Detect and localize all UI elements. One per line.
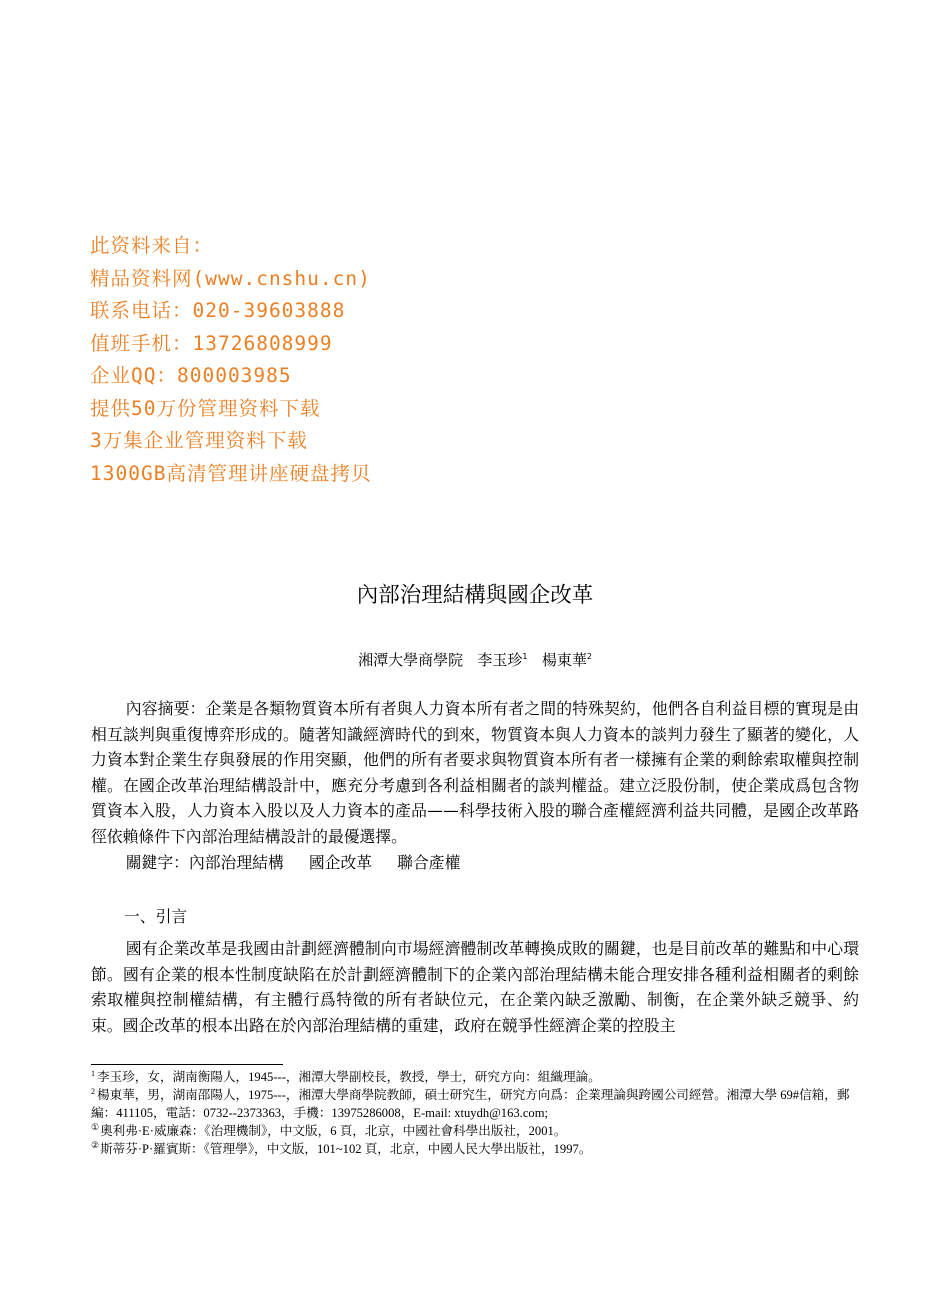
affiliation: 湘潭大學商學院 bbox=[358, 651, 464, 669]
ad-source-line: 此资料来自： bbox=[90, 234, 214, 257]
ad-block bbox=[90, 230, 371, 490]
author-line bbox=[0, 648, 950, 672]
intro-section bbox=[91, 936, 859, 1038]
footnote-divider bbox=[91, 1064, 283, 1065]
footnote bbox=[91, 1068, 861, 1086]
keywords-label: 關鍵字： bbox=[125, 852, 189, 872]
keyword: 聯合產權 bbox=[397, 852, 461, 872]
ad-offer-line: 3万集企业管理资料下载 bbox=[90, 429, 308, 452]
author-name: 楊東華 bbox=[541, 651, 587, 669]
keyword: 國企改革 bbox=[308, 852, 373, 872]
abstract-section bbox=[91, 696, 859, 875]
footnote-marker: 1 bbox=[522, 652, 528, 661]
footnotes bbox=[91, 1068, 861, 1158]
footnote bbox=[91, 1086, 861, 1122]
footnote-marker: ① bbox=[91, 1121, 100, 1132]
document-title: 內部治理結構與國企改革 bbox=[356, 583, 594, 608]
body-paragraph: 國有企業改革是我國由計劃經濟體制向市場經濟體制改革轉換成敗的關鍵，也是目前改革的難點和中心環節。國有企業的根本性制度缺陷在於計劃經濟體制下的企業內部治理結構未能合理安排各種利益相關者的剩餘索取權與控制權結構，有主體行爲特徵的所有者缺位元，在企業內缺乏激勵、制衡，在企業外缺乏競爭、約束。國企改革的根本出路在於內部治理結構的重建，政府在競爭性經濟企業的控股主 bbox=[91, 939, 859, 1035]
keyword: 內部治理結構 bbox=[188, 852, 284, 872]
footnote-marker: ② bbox=[91, 1139, 100, 1150]
footnote-marker: 2 bbox=[91, 1086, 95, 1096]
ad-offer-line: 提供50万份管理资料下载 bbox=[90, 396, 321, 420]
ad-phone-line: 联系电话：020-39603888 bbox=[90, 299, 346, 322]
ad-qq-line: 企业QQ：800003985 bbox=[90, 364, 292, 387]
footnote bbox=[91, 1122, 861, 1140]
section-heading: 一、引言 bbox=[124, 907, 188, 926]
footnote-text: 楊東華，男，湖南邵陽人，1975---，湘潭大學商學院教師，碩士研究生，研究方向爲：企業理論與跨國公司經營。湘潭大學 69#信箱，郵編：411105，電話：0732--2373363，手機：13975286008，E-mail: xtuydh@163.com; bbox=[91, 1088, 850, 1120]
footnote bbox=[91, 1140, 861, 1158]
footnote-text: 李玉珍，女，湖南衡陽人，1945---，湘潭大學副校長，教授，學士，研究方向：組織理論。 bbox=[97, 1070, 601, 1084]
footnote-marker: 2 bbox=[586, 652, 592, 661]
ad-mobile-line: 值班手机：13726808999 bbox=[90, 331, 333, 355]
footnote-text: 斯蒂芬·P·羅賓斯：《管理學》，中文版，101~102 頁，北京，中國人民大學出版社，1997。 bbox=[100, 1142, 592, 1156]
footnote-marker: 1 bbox=[91, 1068, 95, 1078]
abstract-paragraph: 內容摘要：企業是各類物質資本所有者與人力資本所有者之間的特殊契約，他們各自利益目標的實現是由相互談判與重復博弈形成的。隨著知識經濟時代的到來，物質資本與人力資本的談判力發生了顯著的變化，人力資本對企業生存與發展的作用突顯，他們的所有者要求與物質資本所有者一樣擁有企業的剩餘索取權與控制權。在國企改革治理結構設計中，應充分考慮到各利益相關者的談判權益。建立泛股份制，使企業成爲包含物質資本入股，人力資本入股以及人力資本的產品——科學技術入股的聯合產權經濟利益共同體，是國企改革路徑依賴條件下內部治理結構設計的最優選擇。 bbox=[91, 699, 859, 846]
author-name: 李玉珍 bbox=[477, 651, 523, 669]
ad-offer-line: 1300GB高清管理讲座硬盘拷贝 bbox=[90, 461, 372, 485]
keywords-line bbox=[91, 850, 859, 876]
ad-website-line: 精品资料网(www.cnshu.cn) bbox=[90, 266, 371, 290]
footnote-text: 奧利弗·E·威廉森：《治理機制》，中文版，6 頁，北京，中國社會科學出版社，2001。 bbox=[100, 1124, 567, 1138]
